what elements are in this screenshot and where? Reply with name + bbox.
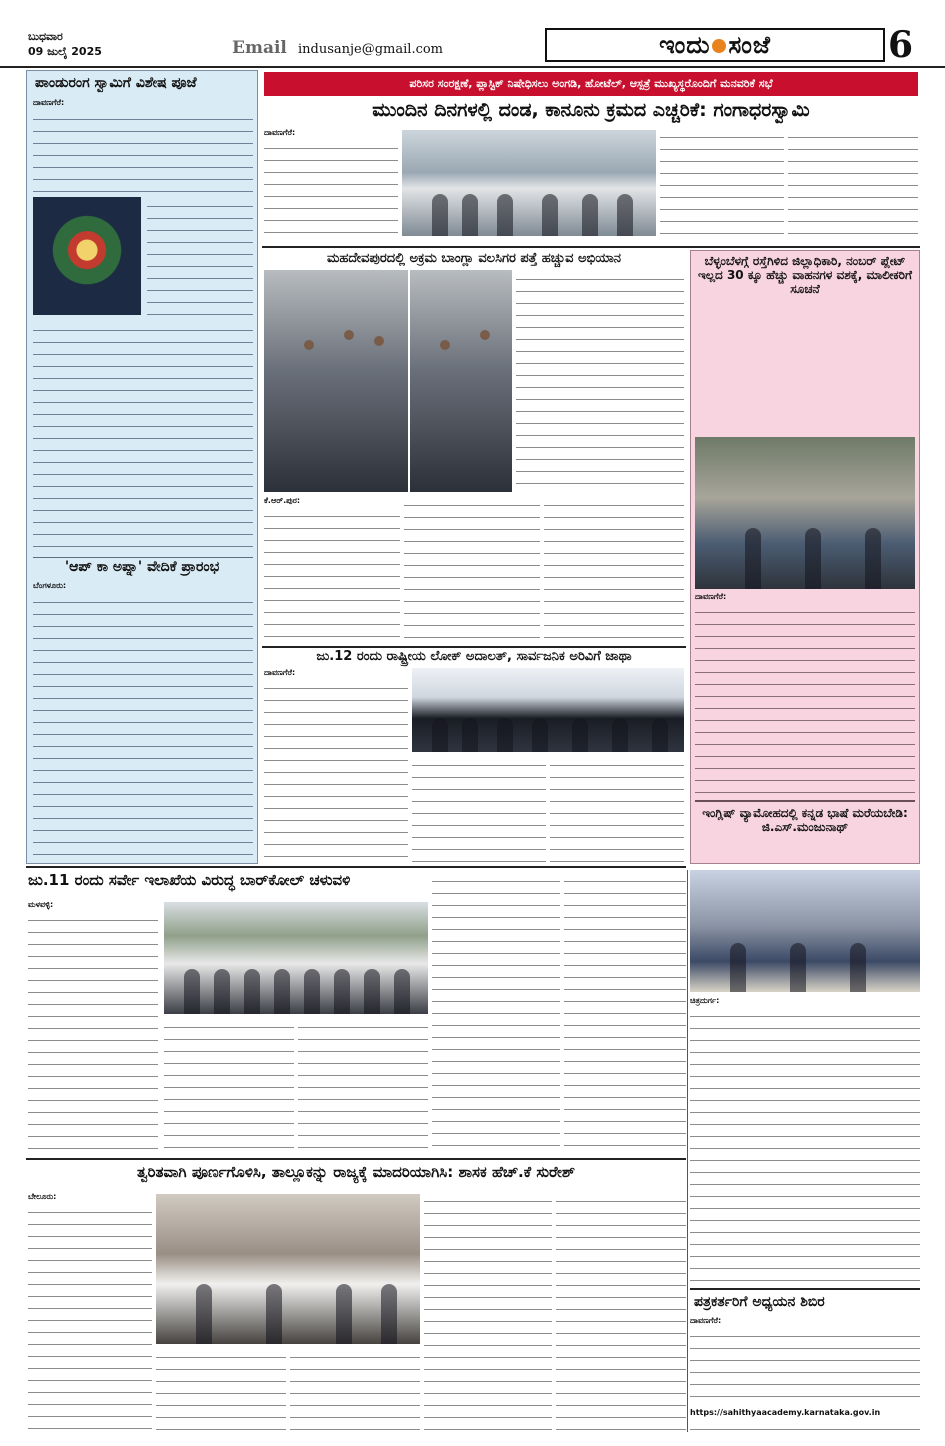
camp-divider <box>690 1288 920 1290</box>
numberplate-text <box>695 603 915 795</box>
bangla-photo <box>264 270 408 492</box>
vertical-rule <box>687 870 688 1432</box>
left-column <box>26 70 258 864</box>
bangla-text-3 <box>544 496 684 644</box>
camp-text-2 <box>690 1420 920 1432</box>
numberplate-headline: ಬೆಳ್ಳಂಬೆಳಗ್ಗೆ ರಸ್ತೆಗಿಳಿದ ಜಿಲ್ಲಾಧಿಕಾರಿ, ನಂಬರ್ ಪ್ಲೇಟ್ ಇಲ್ಲದ 30 ಕ್ಕೂ ಹೆಚ್ಚು ವಾಹನಗಳ ವಶಕ್ಕೆ, ಮಾಲೀಕರಿಗೆ ಸೂಚನೆ <box>698 254 912 296</box>
left-text-3 <box>33 321 253 553</box>
page-number: 6 <box>888 24 914 66</box>
adalat-text-2 <box>412 756 546 864</box>
lead-kicker <box>264 72 918 96</box>
survey-text-1 <box>28 911 158 1156</box>
survey-text-3 <box>298 1018 428 1156</box>
divider-lead <box>262 246 920 248</box>
survey-body <box>28 900 428 1156</box>
camp-dateline: ದಾವಣಗೆರೆ: <box>690 1316 725 1326</box>
survey-text-5 <box>564 872 686 1156</box>
day-label: ಬುಧವಾರ <box>28 30 63 43</box>
date-label: 09 ಜುಲೈ 2025 <box>28 45 102 58</box>
numberplate-photo <box>695 437 915 589</box>
suresh-body <box>28 1192 686 1432</box>
english-headline: ಇಂಗ್ಲಿಷ್ ವ್ಯಾಮೋಹದಲ್ಲಿ ಕನ್ನಡ ಭಾಷೆ ಮರೆಯಬೇಡಿ: ಜಿ.ಎಸ್.ಮಂಜುನಾಥ್ <box>702 806 908 834</box>
shrine-photo <box>33 197 141 315</box>
bangla-body <box>264 496 684 644</box>
survey-headline: ಜು.11 ರಂದು ಸರ್ವೇ ಇಲಾಖೆಯ ವಿರುದ್ಧ ಬಾರ್‌ಕೋಲ್ ಚಳುವಳಿ <box>28 871 351 889</box>
camp-text <box>690 1327 920 1405</box>
english-body <box>690 996 920 1286</box>
suresh-dateline: ಬೇಲೂರು: <box>28 1192 60 1202</box>
lead-kicker-text: ಪರಿಸರ ಸಂರಕ್ಷಣೆ, ಪ್ಲಾಸ್ಟಿಕ್ ನಿಷೇಧಿಸಲು ಅಂಗಡಿ, ಹೋಟೆಲ್, ಆಸ್ಪತ್ರೆ ಮುಖ್ಯಸ್ಥರೊಂದಿಗೆ ಮನವರಿಕೆ ಸಭೆ <box>409 77 773 90</box>
bangla-headline: ಮಹದೇವಪುರದಲ್ಲಿ ಅಕ್ರಮ ಬಾಂಗ್ಲಾ ವಲಸಿಗರ ಪತ್ತೆ ಹಚ್ಚುವ ಅಭಿಯಾನ <box>326 251 622 266</box>
english-photo <box>690 870 920 992</box>
lead-text-2 <box>660 128 784 244</box>
survey-text-4 <box>432 872 560 1156</box>
adalat-rally-photo <box>412 668 684 752</box>
numberplate-dateline: ದಾವಣಗೆರೆ: <box>695 592 727 601</box>
lead-headline: ಮುಂದಿನ ದಿನಗಳಲ್ಲಿ ದಂಡ, ಕಾನೂನು ಕ್ರಮದ ಎಚ್ಚರಿಕೆ: ಗಂಗಾಧರಸ್ವಾಮಿ <box>372 99 810 121</box>
left-text-2 <box>147 197 253 315</box>
left-headline-app: 'ಆಪ್ ಕಾ ಅಪ್ನಾ' ವೇದಿಕೆ ಪ್ರಾರಂಭ <box>64 559 220 575</box>
suresh-text-3 <box>290 1348 420 1432</box>
newspaper-logo <box>545 28 885 62</box>
bangla-text-right <box>516 270 684 492</box>
survey-text-2 <box>164 1018 294 1156</box>
left-dateline-app: ಬೆಂಗಳೂರು: <box>33 581 67 590</box>
meeting-photo <box>402 130 656 236</box>
left-text-1 <box>33 110 253 194</box>
email-block <box>232 38 443 58</box>
lead-body <box>264 128 918 244</box>
adalat-headline: ಜು.12 ರಂದು ರಾಷ್ಟ್ರೀಯ ಲೋಕ್ ಅದಾಲತ್, ಸಾರ್ವಜನಿಕ ಅರಿವಿಗೆ ಜಾಥಾ <box>316 649 632 664</box>
adalat-text-3 <box>550 756 684 864</box>
survey-dateline: ಮಳವಳ್ಳಿ: <box>28 900 57 910</box>
divider-bangla <box>262 646 686 648</box>
suresh-text-1 <box>28 1203 152 1432</box>
english-text <box>690 1007 920 1286</box>
survey-photo <box>164 902 428 1014</box>
right-column <box>690 250 920 864</box>
bangla-text-2 <box>404 496 540 644</box>
adalat-body-left <box>264 668 408 864</box>
adalat-text-1 <box>264 679 408 864</box>
suresh-photo <box>156 1194 420 1344</box>
lead-text-3 <box>788 128 918 244</box>
bangla-photo-2 <box>410 270 512 492</box>
left-text-4 <box>33 593 253 859</box>
left-divider <box>33 557 253 558</box>
camp-url[interactable]: https://sahithyaacademy.karnataka.gov.in <box>690 1408 881 1417</box>
adalat-dateline: ದಾವಣಗೆರೆ: <box>264 668 299 678</box>
email-address[interactable]: indusanje@gmail.com <box>297 42 444 57</box>
camp-body <box>690 1316 920 1432</box>
divider-mid <box>26 866 686 868</box>
suresh-text-4 <box>424 1192 552 1432</box>
lead-text-1 <box>264 139 398 244</box>
logo-left-text: ಇಂದು <box>659 31 711 59</box>
sun-icon <box>712 39 726 53</box>
camp-headline: ಪತ್ರಕರ್ತರಿಗೆ ಅಧ್ಯಯನ ಶಿಬಿರ <box>694 1294 825 1310</box>
left-headline-puja: ಪಾಂಡುರಂಗ ಸ್ವಾಮಿಗೆ ವಿಶೇಷ ಪೂಜೆ <box>35 75 197 91</box>
lead-dateline: ದಾವಣಗೆರೆ: <box>264 128 299 138</box>
english-dateline: ಚಿತ್ರದುರ್ಗ: <box>690 996 723 1006</box>
right-divider <box>695 800 915 802</box>
bangla-text-1 <box>264 507 400 644</box>
left-dateline-puja: ದಾವಣಗೆರೆ: <box>33 98 65 107</box>
suresh-text-5 <box>556 1192 686 1432</box>
bangla-dateline: ಕೆ.ಆರ್.ಪುರ: <box>264 496 304 506</box>
logo-right-text: ಸಂಜೆ <box>728 31 771 59</box>
suresh-text-2 <box>156 1348 286 1432</box>
suresh-headline: ತ್ವರಿತವಾಗಿ ಪೂರ್ಣಗೊಳಿಸಿ, ತಾಲ್ಲೂಕನ್ನು ರಾಜ್ಯಕ್ಕೆ ಮಾದರಿಯಾಗಿಸಿ: ಶಾಸಕ ಹೆಚ್.ಕೆ ಸುರೇಶ್ <box>137 1163 575 1181</box>
masthead <box>0 0 945 68</box>
email-label: Email <box>232 38 287 58</box>
divider-bottom <box>26 1158 686 1160</box>
